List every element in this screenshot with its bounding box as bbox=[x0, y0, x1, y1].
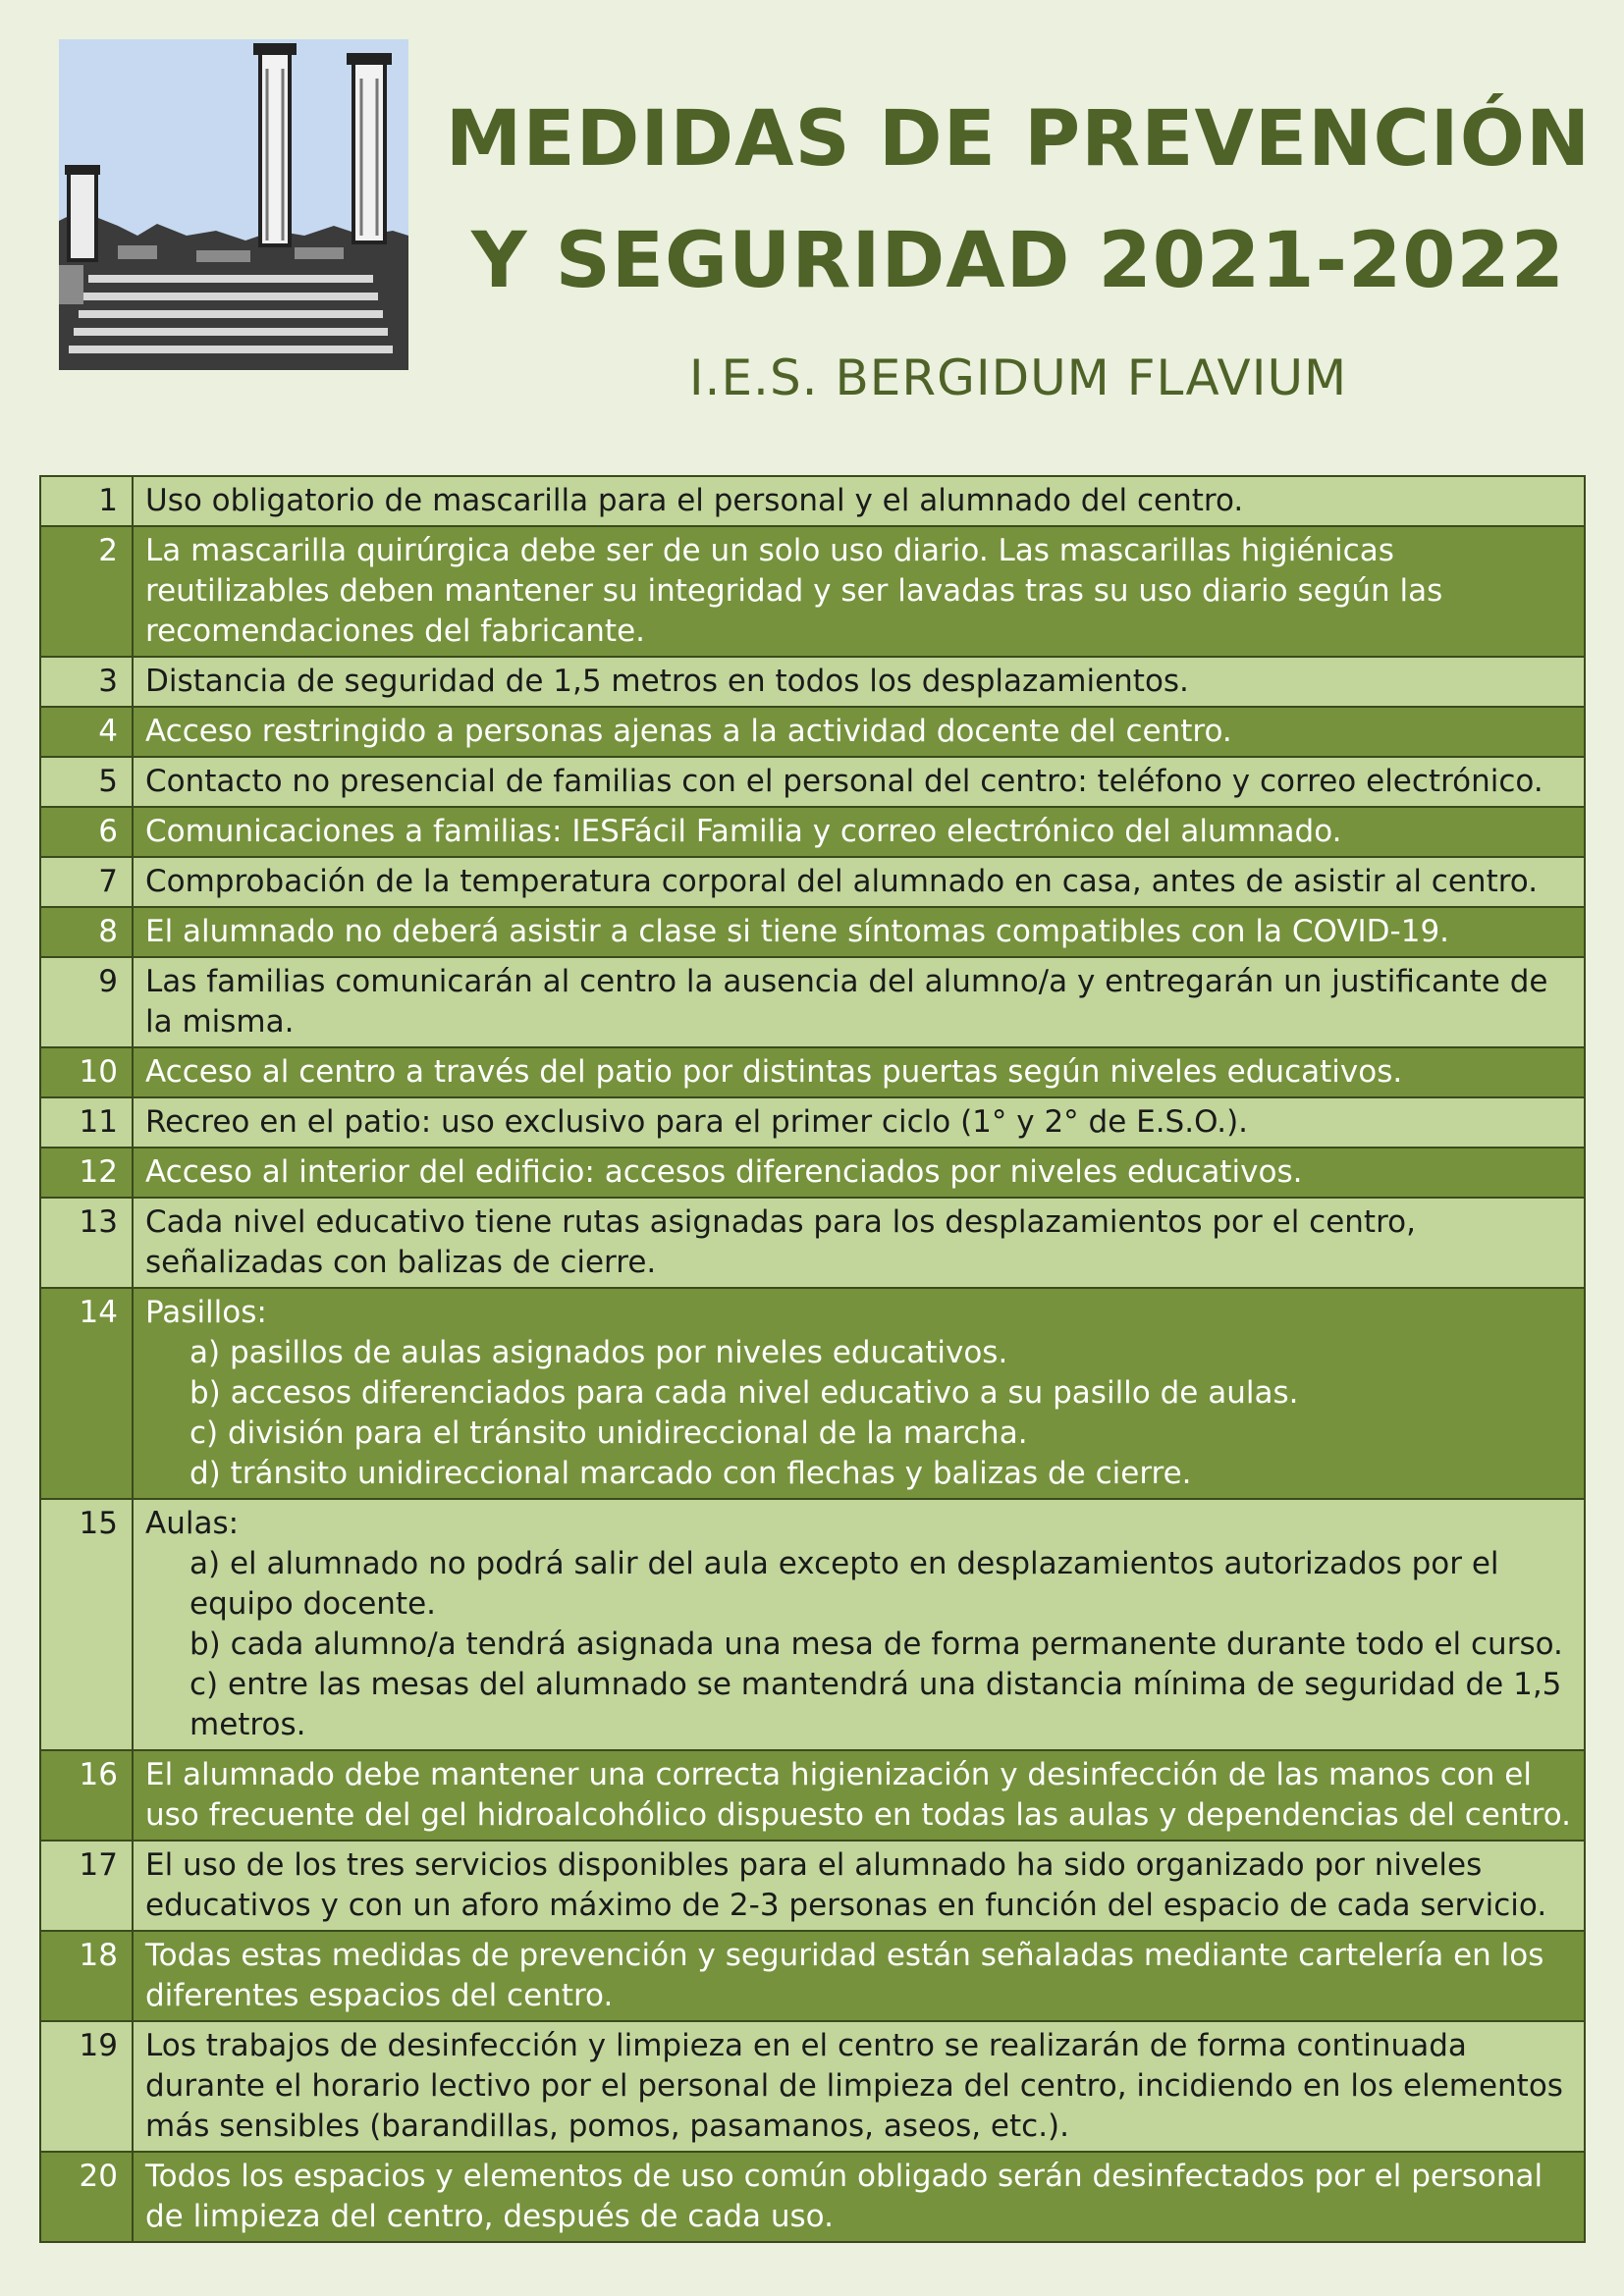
measure-row bbox=[40, 2152, 1585, 2242]
measure-row bbox=[40, 807, 1585, 857]
measure-number: 1 bbox=[40, 476, 133, 526]
measure-text-cell bbox=[133, 757, 1585, 807]
measure-row bbox=[40, 1750, 1585, 1841]
measure-text-cell bbox=[133, 2021, 1585, 2152]
measure-number: 8 bbox=[40, 907, 133, 957]
measure-number: 7 bbox=[40, 857, 133, 907]
measure-text: Recreo en el patio: uso exclusivo para el primer ciclo (1° y 2° de E.S.O.). bbox=[145, 1104, 1249, 1140]
measure-number: 11 bbox=[40, 1097, 133, 1148]
measure-subitem: d) tránsito unidireccional marcado con flechas y balizas de cierre. bbox=[189, 1456, 1192, 1491]
measure-row bbox=[40, 657, 1585, 707]
measure-subitem: a) pasillos de aulas asignados por niveles educativos. bbox=[189, 1335, 1008, 1370]
measure-text: Comunicaciones a familias: IESFácil Familia y correo electrónico del alumnado. bbox=[145, 814, 1342, 849]
measure-row bbox=[40, 476, 1585, 526]
measure-row bbox=[40, 2021, 1585, 2152]
title-line-1: MEDIDAS DE PREVENCIÓN bbox=[445, 95, 1592, 184]
measure-subitem: b) cada alumno/a tendrá asignada una mesa de forma permanente durante todo el curso. bbox=[189, 1627, 1563, 1662]
measure-subitem: a) el alumnado no podrá salir del aula excepto en desplazamientos autorizados por el equipo docente. bbox=[189, 1546, 1499, 1622]
measure-row bbox=[40, 1097, 1585, 1148]
measure-number: 17 bbox=[40, 1841, 133, 1931]
measure-text-cell bbox=[133, 1750, 1585, 1841]
measure-row bbox=[40, 526, 1585, 657]
measure-number: 19 bbox=[40, 2021, 133, 2152]
measure-row bbox=[40, 957, 1585, 1047]
measure-row bbox=[40, 907, 1585, 957]
measure-subitem: c) división para el tránsito unidireccional de la marcha. bbox=[189, 1415, 1028, 1451]
measure-text-cell bbox=[133, 1931, 1585, 2021]
measure-text: La mascarilla quirúrgica debe ser de un solo uso diario. Las mascarillas higiénicas reutilizables deben mantener su integridad y ser lavadas tras su uso diario según las recomendaciones del fabricante. bbox=[145, 533, 1443, 649]
measure-subitem: b) accesos diferenciados para cada nivel educativo a su pasillo de aulas. bbox=[189, 1375, 1299, 1411]
measure-text: Distancia de seguridad de 1,5 metros en todos los desplazamientos. bbox=[145, 664, 1189, 699]
measure-text-cell bbox=[133, 657, 1585, 707]
measure-row bbox=[40, 757, 1585, 807]
measure-number: 13 bbox=[40, 1198, 133, 1288]
title-line-2: Y SEGURIDAD 2021-2022 bbox=[470, 217, 1566, 305]
measure-text-cell bbox=[133, 857, 1585, 907]
measure-number: 3 bbox=[40, 657, 133, 707]
measure-text: Todas estas medidas de prevención y seguridad están señaladas mediante cartelería en los diferentes espacios del centro. bbox=[145, 1938, 1544, 2013]
measure-row bbox=[40, 1148, 1585, 1198]
measure-text-cell bbox=[133, 1288, 1585, 1499]
measure-subitem: c) entre las mesas del alumnado se mantendrá una distancia mínima de seguridad de 1,5 metros. bbox=[189, 1667, 1562, 1742]
measure-text: Acceso restringido a personas ajenas a la actividad docente del centro. bbox=[145, 714, 1232, 749]
measure-text-cell bbox=[133, 1047, 1585, 1097]
measures-table bbox=[39, 475, 1586, 2243]
measure-text: El alumnado debe mantener una correcta higienización y desinfección de las manos con el uso frecuente del gel hidroalcohólico dispuesto en todas las aulas y dependencias del centro. bbox=[145, 1757, 1571, 1833]
measure-row bbox=[40, 1499, 1585, 1750]
measure-number: 9 bbox=[40, 957, 133, 1047]
measure-number: 4 bbox=[40, 707, 133, 757]
school-logo bbox=[59, 39, 408, 370]
measure-text: Aulas: bbox=[145, 1506, 240, 1541]
measure-text-cell bbox=[133, 907, 1585, 957]
measure-number: 5 bbox=[40, 757, 133, 807]
measure-text: Las familias comunicarán al centro la ausencia del alumno/a y entregarán un justificante de la misma. bbox=[145, 964, 1548, 1040]
measure-text: El alumnado no deberá asistir a clase si tiene síntomas compatibles con la COVID-19. bbox=[145, 914, 1450, 949]
measure-number: 20 bbox=[40, 2152, 133, 2242]
measure-row bbox=[40, 1198, 1585, 1288]
measure-text-cell bbox=[133, 1499, 1585, 1750]
measure-text: Comprobación de la temperatura corporal del alumnado en casa, antes de asistir al centro. bbox=[145, 864, 1539, 899]
page-title bbox=[432, 79, 1604, 322]
school-name: I.E.S. BERGIDUM FLAVIUM bbox=[688, 349, 1348, 406]
measure-text-cell bbox=[133, 1097, 1585, 1148]
measure-row bbox=[40, 1288, 1585, 1499]
measure-row bbox=[40, 1931, 1585, 2021]
ruins-columns-illustration bbox=[59, 39, 408, 370]
measure-row bbox=[40, 857, 1585, 907]
measure-row bbox=[40, 1047, 1585, 1097]
measure-text-cell bbox=[133, 1841, 1585, 1931]
measure-text-cell bbox=[133, 807, 1585, 857]
measure-number: 18 bbox=[40, 1931, 133, 2021]
measure-text-cell bbox=[133, 1148, 1585, 1198]
measure-text: Acceso al interior del edificio: accesos diferenciados por niveles educativos. bbox=[145, 1154, 1303, 1190]
measure-text-cell bbox=[133, 476, 1585, 526]
measure-text-cell bbox=[133, 707, 1585, 757]
measure-text: Acceso al centro a través del patio por distintas puertas según niveles educativos. bbox=[145, 1054, 1403, 1090]
measure-number: 12 bbox=[40, 1148, 133, 1198]
measure-text-cell bbox=[133, 526, 1585, 657]
measure-number: 10 bbox=[40, 1047, 133, 1097]
measure-text: Uso obligatorio de mascarilla para el personal y el alumnado del centro. bbox=[145, 483, 1244, 518]
measure-number: 6 bbox=[40, 807, 133, 857]
measure-text-cell bbox=[133, 1198, 1585, 1288]
measure-text: Los trabajos de desinfección y limpieza en el centro se realizarán de forma continuada durante el horario lectivo por el personal de limpieza del centro, incidiendo en los elementos más sensibles (barandillas, pomos, pasamanos, aseos, etc.). bbox=[145, 2028, 1563, 2144]
measure-text-cell bbox=[133, 2152, 1585, 2242]
measure-text: Cada nivel educativo tiene rutas asignadas para los desplazamientos por el centro, señalizadas con balizas de cierre. bbox=[145, 1204, 1416, 1280]
measure-number: 16 bbox=[40, 1750, 133, 1841]
measure-text: Contacto no presencial de familias con el personal del centro: teléfono y correo electrónico. bbox=[145, 764, 1543, 799]
measure-text-cell bbox=[133, 957, 1585, 1047]
measure-text: Pasillos: bbox=[145, 1295, 267, 1330]
measure-row bbox=[40, 1841, 1585, 1931]
measure-number: 2 bbox=[40, 526, 133, 657]
measure-text: Todos los espacios y elementos de uso común obligado serán desinfectados por el personal de limpieza del centro, después de cada uso. bbox=[145, 2159, 1543, 2234]
measure-number: 14 bbox=[40, 1288, 133, 1499]
measure-row bbox=[40, 707, 1585, 757]
measure-number: 15 bbox=[40, 1499, 133, 1750]
measure-text: El uso de los tres servicios disponibles para el alumnado ha sido organizado por niveles educativos y con un aforo máximo de 2-3 personas en función del espacio de cada servicio. bbox=[145, 1847, 1547, 1923]
